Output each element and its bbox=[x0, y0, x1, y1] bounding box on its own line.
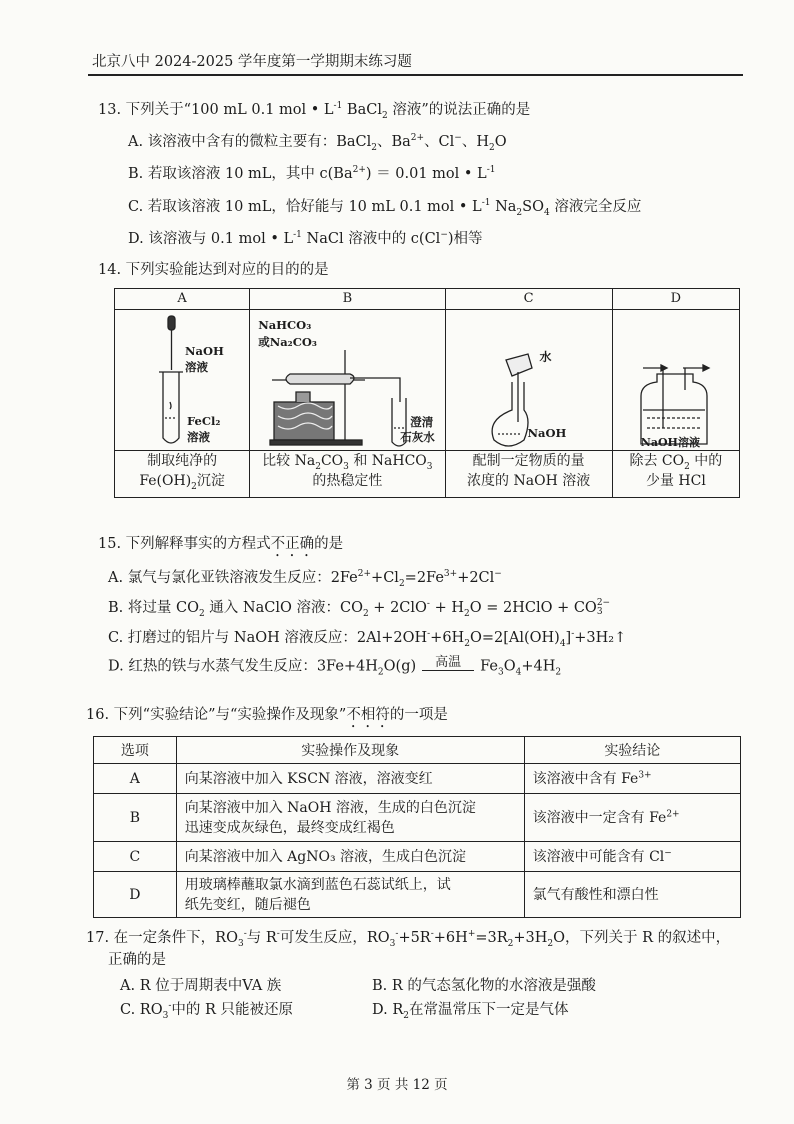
q16-row-conclusion: 氯气有酸性和漂白性 bbox=[524, 872, 740, 918]
q14-label-a: A bbox=[115, 289, 250, 310]
q17-option-a: A. R 位于周期表中VA 族 bbox=[120, 978, 282, 994]
q16-header-conclusion: 实验结论 bbox=[524, 737, 740, 764]
q14-apparatus-c bbox=[445, 310, 612, 451]
q14-stem: 14. 下列实验能达到对应的目的的是 bbox=[98, 262, 329, 278]
q14-apparatus-d bbox=[612, 310, 739, 451]
q14-label-d: D bbox=[612, 289, 739, 310]
q14-label-b: B bbox=[250, 289, 445, 310]
q14b-limewater-label-1: 澄清 bbox=[410, 415, 434, 429]
q16-row-option: D bbox=[94, 872, 177, 918]
q13-option-b: B. 若取该溶液 10 mL，其中 $c(Ba^{2+}) = 0.01$ mol • $L^{-1}$ bbox=[128, 165, 496, 182]
exam-header: 北京八中 2024-2025 学年度第一学期期末练习题 bbox=[92, 54, 412, 70]
q14-table bbox=[114, 288, 740, 498]
q13-stem: 13. 下列关于“100 mL 0.1 mol • $L^{-1}$ BaCl$_2$ 溶液”的说法正确的是 bbox=[98, 101, 531, 121]
table-row bbox=[94, 872, 741, 918]
q15-option-d: D. 红热的铁与水蒸气发生反应：$3Fe+4H_2O(g)$ 高温 $Fe_3O_4+4H_2$ bbox=[108, 655, 562, 678]
q14a-naoh-label: NaOH bbox=[185, 344, 224, 358]
q15-option-c: C. 打磨过的铝片与 NaOH 溶液反应：$2Al+2OH^-+6H_2O=2[Al(OH)_4]^-+3H_2↑$ bbox=[108, 629, 627, 649]
q17-option-c: C. $RO_3^-$中的 R 只能被还原 bbox=[120, 1001, 294, 1021]
q14c-water-label: 水 bbox=[539, 350, 552, 364]
q14-label-c: C bbox=[445, 289, 612, 310]
q16-row-option: B bbox=[94, 794, 177, 842]
q13-option-a: A. 该溶液中含有的微粒主要有：BaCl$_2$、$Ba^{2+}$、Cl−、$H_2O$ bbox=[128, 133, 507, 153]
q13-option-d: D. 该溶液与 0.1 mol • $L^{-1}$ NaCl 溶液中的 c(Cl−)相等 bbox=[128, 230, 483, 247]
q16-row-operation: 向某溶液中加入 KSCN 溶液，溶液变红 bbox=[176, 764, 524, 794]
q17-option-d: D. $R_2$在常温常压下一定是气体 bbox=[372, 1002, 569, 1021]
q15-option-a: A. 氯气与氯化亚铁溶液发生反应：$2Fe^{2+}+Cl_2=2Fe^{3+}+2Cl^-$ bbox=[108, 569, 502, 589]
q15-stem: 15. 下列解释事实的方程式不正确的是 bbox=[98, 536, 344, 552]
q14d-naoh-solution-label: NaOH溶液 bbox=[640, 436, 700, 449]
q14b-limewater-label-2: 石灰水 bbox=[400, 430, 435, 444]
q16-row-operation: 向某溶液中加入 NaOH 溶液，生成的白色沉淀 迅速变成灰绿色，最终变成红褐色 bbox=[176, 794, 524, 842]
q17-stem-line2: 正确的是 bbox=[108, 952, 166, 968]
q16-header-option: 选项 bbox=[94, 737, 177, 764]
page-number: 第 3 页 共 12 页 bbox=[346, 1077, 448, 1093]
header-rule bbox=[88, 74, 743, 76]
q14a-fecl2-label: FeCl₂ bbox=[187, 414, 221, 428]
q14-caption-d: 除去 $CO_2$ 中的 少量 HCl bbox=[612, 451, 739, 498]
q17-option-b: B. R 的气态氢化物的水溶液是强酸 bbox=[372, 978, 596, 994]
q13-option-c: C. 若取该溶液 10 mL，恰好能与 10 mL 0.1 mol • $L^{-1}$ $Na_2SO_4$ 溶液完全反应 bbox=[128, 198, 642, 218]
q16-stem: 16. 下列“实验结论”与“实验操作及现象”不相符的一项是 bbox=[86, 707, 448, 723]
q16-row-conclusion: 该溶液中可能含有 Cl− bbox=[524, 842, 740, 872]
q15-option-b: B. 将过量 $CO_2$ 通入 NaClO 溶液：$CO_2 + 2ClO^- + H_2O$ = 2HClO + CO2− 3 bbox=[108, 598, 611, 619]
q17-stem: 17. 在一定条件下，$RO_3^-$与 R-可发生反应，$RO_3^-+5R^-+6H^+=3R_2+3H_2O$，下列关于 R 的叙述中， bbox=[86, 929, 731, 949]
table-row bbox=[94, 842, 741, 872]
q16-row-operation: 用玻璃棒蘸取氯水滴到蓝色石蕊试纸上，试 纸先变红，随后褪色 bbox=[176, 872, 524, 918]
q16-row-option: C bbox=[94, 842, 177, 872]
q14c-naoh-label: NaOH bbox=[527, 426, 567, 440]
q14-apparatus-b bbox=[250, 310, 445, 451]
table-row bbox=[94, 794, 741, 842]
q16-row-conclusion: 该溶液中一定含有 $Fe^{2+}$ bbox=[524, 794, 740, 842]
reaction-condition: 高温 bbox=[422, 656, 474, 677]
q16-header-operation: 实验操作及现象 bbox=[176, 737, 524, 764]
q14b-nahco3-label: NaHCO₃ bbox=[258, 318, 312, 332]
table-row bbox=[94, 764, 741, 794]
q14-caption-b: 比较 $Na_2CO_3$ 和 NaHCO$_3$ 的热稳定性 bbox=[250, 451, 445, 498]
q16-row-option: A bbox=[94, 764, 177, 794]
q16-row-conclusion: 该溶液中含有 $Fe^{3+}$ bbox=[524, 764, 740, 794]
q14a-naoh-solution-label: 溶液 bbox=[185, 360, 208, 374]
q14-caption-a: 制取纯净的 $Fe(OH)_2$沉淀 bbox=[115, 451, 250, 498]
q14-apparatus-a bbox=[115, 310, 250, 451]
q14a-fecl2-solution-label: 溶液 bbox=[187, 430, 210, 444]
q16-row-operation: 向某溶液中加入 AgNO₃ 溶液，生成白色沉淀 bbox=[176, 842, 524, 872]
q16-table bbox=[93, 736, 741, 918]
q14b-na2co3-label: 或Na₂CO₃ bbox=[258, 335, 317, 349]
q14-caption-c: 配制一定物质的量 浓度的 NaOH 溶液 bbox=[445, 451, 612, 498]
